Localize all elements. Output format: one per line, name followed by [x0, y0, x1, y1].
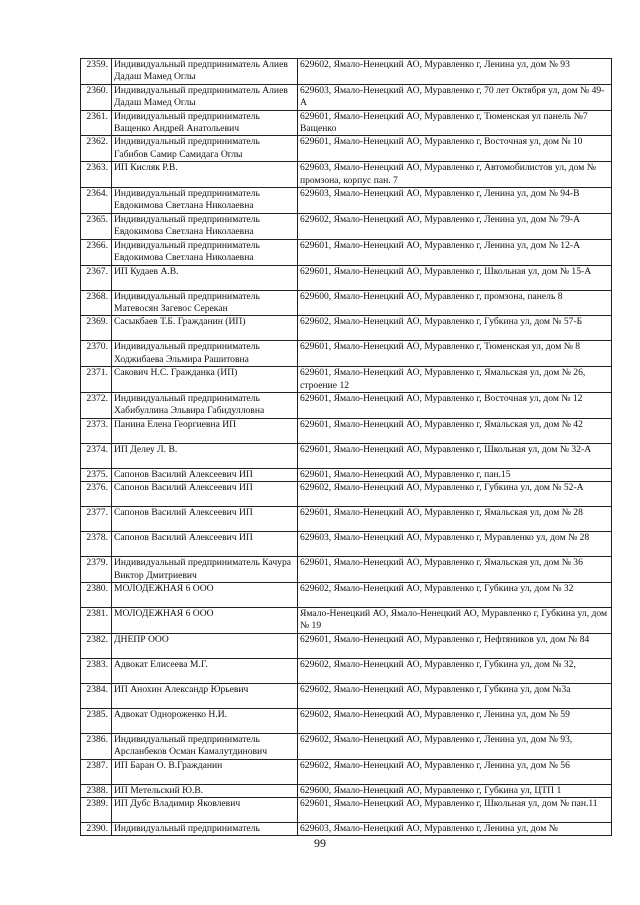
entity-name: Индивидуальный предприниматель [112, 823, 298, 836]
entity-address: 629602, Ямало-Ненецкий АО, Муравленко г, Губкина ул, дом № 32 [298, 582, 612, 607]
row-number: 2376. [81, 482, 112, 507]
entity-name: ИП Делеу Л. В. [112, 443, 298, 468]
table-row [81, 507, 612, 532]
entity-address: 629601, Ямало-Ненецкий АО, Муравленко г, Школьная ул, дом № 32-А [298, 443, 612, 468]
entity-address: 629602, Ямало-Ненецкий АО, Муравленко г, Ленина ул, дом № 59 [298, 708, 612, 733]
row-number: 2386. [81, 733, 112, 759]
row-number: 2388. [81, 784, 112, 797]
entity-name: Индивидуальный предприниматель Алиев Дадаш Мамед Оглы [112, 84, 298, 110]
row-number: 2387. [81, 759, 112, 784]
entity-name: ИП Дубс Владимир Яковлевич [112, 798, 298, 823]
entity-address: 629602, Ямало-Ненецкий АО, Муравленко г, Губкина ул, дом № 32, [298, 658, 612, 683]
entity-address: 629603, Ямало-Ненецкий АО, Муравленко г, Автомобилистов ул, дом № промзона, корпус пан. 7 [298, 162, 612, 188]
entity-address: 629602, Ямало-Ненецкий АО, Муравленко г, Губкина ул, дом № 57-Б [298, 316, 612, 341]
table-row [81, 784, 612, 797]
entity-address: 629603, Ямало-Ненецкий АО, Муравленко г, Муравленко ул, дом № 28 [298, 532, 612, 557]
entity-name: Индивидуальный предприниматель Ващенко Андрей Анатольевич [112, 110, 298, 136]
row-number: 2368. [81, 290, 112, 316]
entity-address: 629601, Ямало-Ненецкий АО, Муравленко г, Ямальская ул, дом № 26, строение 12 [298, 367, 612, 393]
table-row [81, 683, 612, 708]
row-number: 2362. [81, 136, 112, 162]
entity-name: Сакович Н.С. Гражданка (ИП) [112, 367, 298, 393]
table-row [81, 823, 612, 836]
table-row [81, 733, 612, 759]
entity-address: 629602, Ямало-Ненецкий АО, Муравленко г, Ленина ул, дом № 56 [298, 759, 612, 784]
table-row [81, 482, 612, 507]
table-row [81, 239, 612, 265]
table-row [81, 162, 612, 188]
entity-address: 629601, Ямало-Ненецкий АО, Муравленко г, Нефтяников ул, дом № 84 [298, 633, 612, 658]
table-row [81, 290, 612, 316]
entity-address: 629602, Ямало-Ненецкий АО, Муравленко г, Ленина ул, дом № 79-А [298, 213, 612, 239]
row-number: 2378. [81, 532, 112, 557]
row-number: 2373. [81, 418, 112, 443]
table-row [81, 443, 612, 468]
entity-name: Индивидуальный предприниматель Евдокимова Светлана Николаевна [112, 188, 298, 214]
row-number: 2361. [81, 110, 112, 136]
row-number: 2363. [81, 162, 112, 188]
table-row [81, 658, 612, 683]
row-number: 2380. [81, 582, 112, 607]
table-row [81, 557, 612, 583]
entity-name: Индивидуальный предприниматель Габибов Самир Самидага Оглы [112, 136, 298, 162]
entity-address: 629601, Ямало-Ненецкий АО, Муравленко г, Восточная ул, дом № 10 [298, 136, 612, 162]
table-row [81, 188, 612, 214]
entity-name: Сасыкбаев Т.Б. Гражданин (ИП) [112, 316, 298, 341]
row-number: 2375. [81, 468, 112, 481]
table-row [81, 84, 612, 110]
entity-name: ИП Баран О. В.Гражданин [112, 759, 298, 784]
row-number: 2377. [81, 507, 112, 532]
entity-name: ИП Кисляк Р.В. [112, 162, 298, 188]
table-row [81, 759, 612, 784]
entity-name: Индивидуальный предприниматель Алиев Дадаш Мамед Оглы [112, 59, 298, 85]
row-number: 2367. [81, 265, 112, 290]
entity-address: 629603, Ямало-Ненецкий АО, Муравленко г, 70 лет Октября ул, дом № 49-А [298, 84, 612, 110]
entity-name: ДНЕПР ООО [112, 633, 298, 658]
table-row [81, 633, 612, 658]
entity-address: 629601, Ямало-Ненецкий АО, Муравленко г, Школьная ул, дом № 15-А [298, 265, 612, 290]
row-number: 2381. [81, 607, 112, 633]
entity-name: Адвокат Однороженко Н.И. [112, 708, 298, 733]
registry-table [80, 58, 612, 836]
entity-name: ИП Кудаев А.В. [112, 265, 298, 290]
table-row [81, 582, 612, 607]
entity-address: 629600, Ямало-Ненецкий АО, Муравленко г, Губкина ул, ЦТП 1 [298, 784, 612, 797]
entity-address: 629602, Ямало-Ненецкий АО, Муравленко г, Ленина ул, дом № 93, [298, 733, 612, 759]
entity-name: Сапонов Василий Алексеевич ИП [112, 482, 298, 507]
row-number: 2372. [81, 392, 112, 418]
page-number: 99 [314, 836, 326, 850]
registry-table-body [81, 59, 612, 836]
table-row [81, 367, 612, 393]
entity-name: ИП Метельский Ю.В. [112, 784, 298, 797]
entity-address: 629601, Ямало-Ненецкий АО, Муравленко г, Школьная ул, дом № пан.11 [298, 798, 612, 823]
table-row [81, 607, 612, 633]
row-number: 2365. [81, 213, 112, 239]
entity-address: 629601, Ямало-Ненецкий АО, Муравленко г, Восточная ул, дом № 12 [298, 392, 612, 418]
row-number: 2385. [81, 708, 112, 733]
entity-name: Индивидуальный предприниматель Ходжибаева Эльмира Рашитовна [112, 341, 298, 367]
entity-name: Индивидуальный предприниматель Качура Виктор Дмитриевич [112, 557, 298, 583]
entity-address: 629601, Ямало-Ненецкий АО, Муравленко г, Тюменская ул, дом № 8 [298, 341, 612, 367]
entity-name: Панина Елена Георгиевна ИП [112, 418, 298, 443]
entity-address: 629602, Ямало-Ненецкий АО, Муравленко г, Губкина ул, дом №3а [298, 683, 612, 708]
entity-address: 629601, Ямало-Ненецкий АО, Муравленко г, Ямальская ул, дом № 36 [298, 557, 612, 583]
entity-address: 629601, Ямало-Ненецкий АО, Муравленко г, Ямальская ул, дом № 42 [298, 418, 612, 443]
entity-name: МОЛОДЕЖНАЯ 6 ООО [112, 582, 298, 607]
entity-name: ИП Анохин Александр Юрьевич [112, 683, 298, 708]
row-number: 2374. [81, 443, 112, 468]
entity-name: Сапонов Василий Алексеевич ИП [112, 468, 298, 481]
row-number: 2359. [81, 59, 112, 85]
entity-address: 629601, Ямало-Ненецкий АО, Муравленко г, Тюменская ул панель №7 Ващенко [298, 110, 612, 136]
entity-address: 629601, Ямало-Ненецкий АО, Муравленко г, пан.15 [298, 468, 612, 481]
row-number: 2370. [81, 341, 112, 367]
row-number: 2383. [81, 658, 112, 683]
row-number: 2371. [81, 367, 112, 393]
row-number: 2369. [81, 316, 112, 341]
entity-name: Индивидуальный предприниматель Хабибуллина Эльвира Габидулловна [112, 392, 298, 418]
table-row [81, 798, 612, 823]
table-row [81, 316, 612, 341]
table-row [81, 110, 612, 136]
table-row [81, 265, 612, 290]
entity-name: Индивидуальный предприниматель Евдокимова Светлана Николаевна [112, 239, 298, 265]
table-row [81, 136, 612, 162]
row-number: 2364. [81, 188, 112, 214]
entity-name: Индивидуальный предприниматель Арсланбеков Осман Камалутдинович [112, 733, 298, 759]
row-number: 2389. [81, 798, 112, 823]
table-row [81, 418, 612, 443]
entity-address: 629603, Ямало-Ненецкий АО, Муравленко г, Ленина ул, дом № 94-В [298, 188, 612, 214]
table-row [81, 59, 612, 85]
entity-address: 629601, Ямало-Ненецкий АО, Муравленко г, Ленина ул, дом № 12-А [298, 239, 612, 265]
table-row [81, 532, 612, 557]
entity-name: Сапонов Василий Алексеевич ИП [112, 507, 298, 532]
entity-name: Адвокат Елисеева М.Г. [112, 658, 298, 683]
row-number: 2366. [81, 239, 112, 265]
row-number: 2382. [81, 633, 112, 658]
entity-address: Ямало-Ненецкий АО, Ямало-Ненецкий АО, Муравленко г, Губкина ул, дом № 19 [298, 607, 612, 633]
table-row [81, 392, 612, 418]
table-row [81, 708, 612, 733]
table-row [81, 213, 612, 239]
entity-address: 629603, Ямало-Ненецкий АО, Муравленко г, Ленина ул, дом № [298, 823, 612, 836]
entity-address: 629601, Ямало-Ненецкий АО, Муравленко г, Ямальская ул, дом № 28 [298, 507, 612, 532]
entity-address: 629602, Ямало-Ненецкий АО, Муравленко г, Губкина ул, дом № 52-А [298, 482, 612, 507]
entity-address: 629600, Ямало-Ненецкий АО, Муравленко г, промзона, панель 8 [298, 290, 612, 316]
entity-name: Индивидуальный предприниматель Матевосян Загевос Серекан [112, 290, 298, 316]
row-number: 2379. [81, 557, 112, 583]
table-row [81, 341, 612, 367]
row-number: 2384. [81, 683, 112, 708]
table-row [81, 468, 612, 481]
entity-address: 629602, Ямало-Ненецкий АО, Муравленко г, Ленина ул, дом № 93 [298, 59, 612, 85]
entity-name: Сапонов Василий Алексеевич ИП [112, 532, 298, 557]
entity-name: МОЛОДЕЖНАЯ 6 ООО [112, 607, 298, 633]
row-number: 2390. [81, 823, 112, 836]
row-number: 2360. [81, 84, 112, 110]
entity-name: Индивидуальный предприниматель Евдокимова Светлана Николаевна [112, 213, 298, 239]
